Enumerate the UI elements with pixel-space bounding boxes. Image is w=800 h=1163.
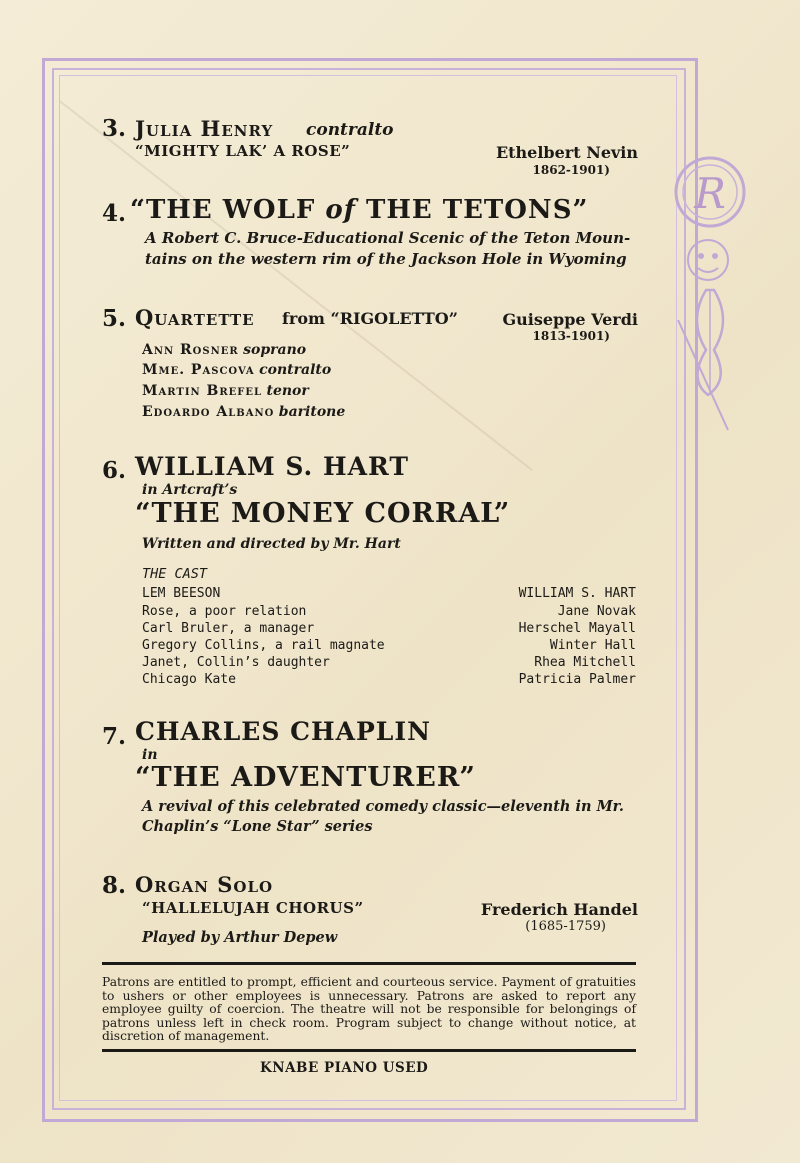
item-8-title: Organ Solo <box>135 872 274 897</box>
item-7-star: CHARLES CHAPLIN <box>135 717 431 746</box>
patron-notice: Patrons are entitled to prompt, efficient and courteous service. Payment of gratuities to ushers or other employees is unnecessary. Patrons are asked to report any employee guilty of coercion. The theatre will not be responsible for belongings of patrons unless left in check room. Program subject to change without notice, at discretion of management. <box>102 975 636 1043</box>
item-5-composer: Guiseppe Verdi <box>502 310 638 329</box>
violin-crest-ornament-icon <box>668 150 748 440</box>
item-4-desc-line-2: tains on the western rim of the Jackson Hole in Wyoming <box>145 250 627 268</box>
item-6-number: 6. <box>102 457 127 484</box>
cast-role: LEM BEESON <box>142 586 221 601</box>
cast-actor: Herschel Mayall <box>518 621 636 636</box>
singer-name: Edoardo Albano <box>142 404 275 420</box>
cast-role: Rose, a poor relation <box>142 604 307 619</box>
item-5-title: Quartette <box>135 305 255 330</box>
item-4-title-of: of <box>325 195 356 225</box>
item-5-singer-3 <box>142 383 309 399</box>
item-8-player: Played by Arthur Depew <box>142 929 338 946</box>
item-3-performer: Julia Henry <box>135 116 274 141</box>
cast-role: Carl Bruler, a manager <box>142 621 315 636</box>
item-5-from: from “RIGOLETTO” <box>282 309 458 328</box>
item-6-studio: in Artcraft’s <box>142 482 238 498</box>
item-5-singer-4 <box>142 404 345 420</box>
item-7-desc-line-1: A revival of this celebrated comedy classic—eleventh in Mr. <box>142 798 624 815</box>
cast-actor: Rhea Mitchell <box>534 655 636 670</box>
ornament-letter: R <box>694 169 726 218</box>
cast-actor: Jane Novak <box>557 604 636 619</box>
singer-name: Ann Rosner <box>142 342 239 358</box>
item-3-number: 3. <box>102 115 127 142</box>
singer-part: baritone <box>278 404 346 420</box>
notice-bottom-rule <box>102 1049 636 1052</box>
notice-top-rule <box>102 962 636 965</box>
item-4-title <box>130 195 588 225</box>
cast-actor: Patricia Palmer <box>518 672 636 687</box>
item-5-singer-1 <box>142 342 306 358</box>
item-5-number: 5. <box>102 305 127 332</box>
item-8-dates: (1685-1759) <box>525 919 606 934</box>
item-3-dates: 1862-1901) <box>532 163 610 177</box>
item-5-dates: 1813-1901) <box>532 329 610 343</box>
item-8-song: “HALLELUJAH CHORUS” <box>142 899 364 917</box>
cast-role: Gregory Collins, a rail magnate <box>142 638 385 653</box>
cast-actor: Winter Hall <box>549 638 636 653</box>
item-3-song: “MIGHTY LAK’ A ROSE” <box>135 142 351 160</box>
item-8-composer: Frederich Handel <box>480 900 638 919</box>
item-7-number: 7. <box>102 723 127 750</box>
item-4-desc-line-1: A Robert C. Bruce-Educational Scenic of the Teton Moun- <box>145 229 631 247</box>
cast-role: Janet, Collin’s daughter <box>142 655 330 670</box>
item-6-credit: Written and directed by Mr. Hart <box>142 536 401 552</box>
item-8-number: 8. <box>102 872 127 899</box>
item-7-in: in <box>142 747 158 763</box>
item-4-title-part-a: “THE WOLF <box>130 195 316 225</box>
item-3-voice: contralto <box>306 120 394 140</box>
item-4-number: 4. <box>102 200 127 227</box>
item-5-singer-2 <box>142 362 331 378</box>
cast-actor: WILLIAM S. HART <box>518 586 636 601</box>
item-7-desc-line-2: Chaplin’s “Lone Star” series <box>142 818 373 835</box>
singer-name: Mme. Pascova <box>142 362 255 378</box>
singer-name: Martin Brefel <box>142 383 263 399</box>
singer-part: contralto <box>259 362 332 378</box>
item-4-title-part-b: THE TETONS” <box>365 195 589 225</box>
singer-part: soprano <box>243 342 307 358</box>
item-6-star: WILLIAM S. HART <box>135 452 409 481</box>
item-7-title: “THE ADVENTURER” <box>135 762 476 793</box>
singer-part: tenor <box>266 383 309 399</box>
item-6-title: “THE MONEY CORRAL” <box>135 498 511 529</box>
footer-credit: KNABE PIANO USED <box>260 1060 429 1076</box>
cast-heading: THE CAST <box>142 566 208 582</box>
cast-role: Chicago Kate <box>142 672 236 687</box>
item-3-composer: Ethelbert Nevin <box>495 143 638 162</box>
